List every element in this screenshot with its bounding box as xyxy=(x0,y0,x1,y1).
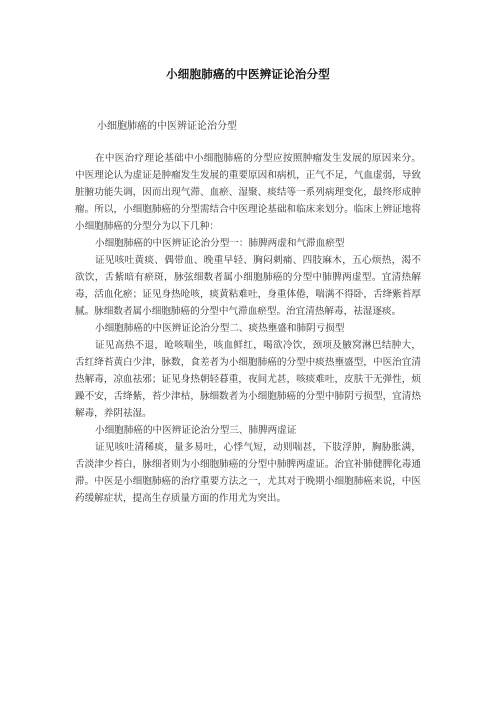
paragraph-type-two-heading: 小细胞肺癌的中医辨证论治分型二、痰热壅盛和肺阴亏损型 xyxy=(95,323,345,334)
paragraph-type-one-heading: 小细胞肺癌的中医辨证论治分型一：肺脾两虚和气滞血瘀型 xyxy=(95,238,345,249)
paragraph-intro: 在中医治疗理论基础中小细胞肺癌的分型应按照肿瘤发生发展的原因来分。中医理论认为虚证是肿瘤发生发展的重要原因和病机，正气不足，气血虚弱，导致脏腑功能失调，因而出现气滞、血瘀、湿聚、痰结等一系列病理变化，最终形成肿瘤。所以，小细胞肺癌的分型需结合中医理论基础和临床来划分。临床上辨证地将小细胞肺癌的分型分为以下几种： xyxy=(75,153,421,232)
paragraph-type-three-heading: 小细胞肺癌的中医辨证论治分型三、肺脾两虚证 xyxy=(95,425,297,436)
section-subtitle: 小细胞肺癌的中医辨证论治分型 xyxy=(97,121,237,132)
paragraph-type-two-body: 证见高热不退，呛咳喘坐，咳血鲜红，喝欲冷饮，颈项及腋窝淋巴结肿大，舌红绛苔黄白少津，脉数，食差者为小细胞肺癌的分型中痰热壅盛型，中医治宜清热解毒，凉血祛邪；证见身热朝轻暮重，夜间尤甚，咳痰难吐，皮肤干无弹性，烦躁不安，舌绛紫，苔少津枯，脉细数者为小细胞肺癌的分型中肺阴亏损型，宜清热解毒，养阴祛湿。 xyxy=(75,340,421,419)
document-body xyxy=(75,150,421,507)
paragraph-type-three-body: 证见咳吐清稀痰，量多易吐，心悸气短，动则喘甚，下肢浮肿，胸胁胀满，舌淡津少苔白，脉细者则为小细胞肺癌的分型中肺脾两虚证。治宜补肺健脾化毒通滞。中医是小细胞肺癌的治疗重要方法之一，尤其对于晚期小细胞肺癌来说，中医药缓解症状，提高生存质量方面的作用尤为突出。 xyxy=(75,442,421,504)
paragraph-type-one-body: 证见咳吐黄痰、偶带血、晚重早轻、胸闷刺痛、四肢麻木，五心烦热，渴不欲饮，舌紫暗有瘀斑，脉弦细数者属小细胞肺癌的分型中肺脾两虚型。宜清热解毒，活血化瘀；证见身热呛咳，痰黄粘难吐，身重体倦，喘满不得卧，舌绛紫苔厚腻。脉细数者属小细胞肺癌的分型中气滞血瘀型。治宜清热解毒，祛湿逐痰。 xyxy=(75,255,421,317)
document-title: 小细胞肺癌的中医辨证论治分型 xyxy=(166,67,330,81)
